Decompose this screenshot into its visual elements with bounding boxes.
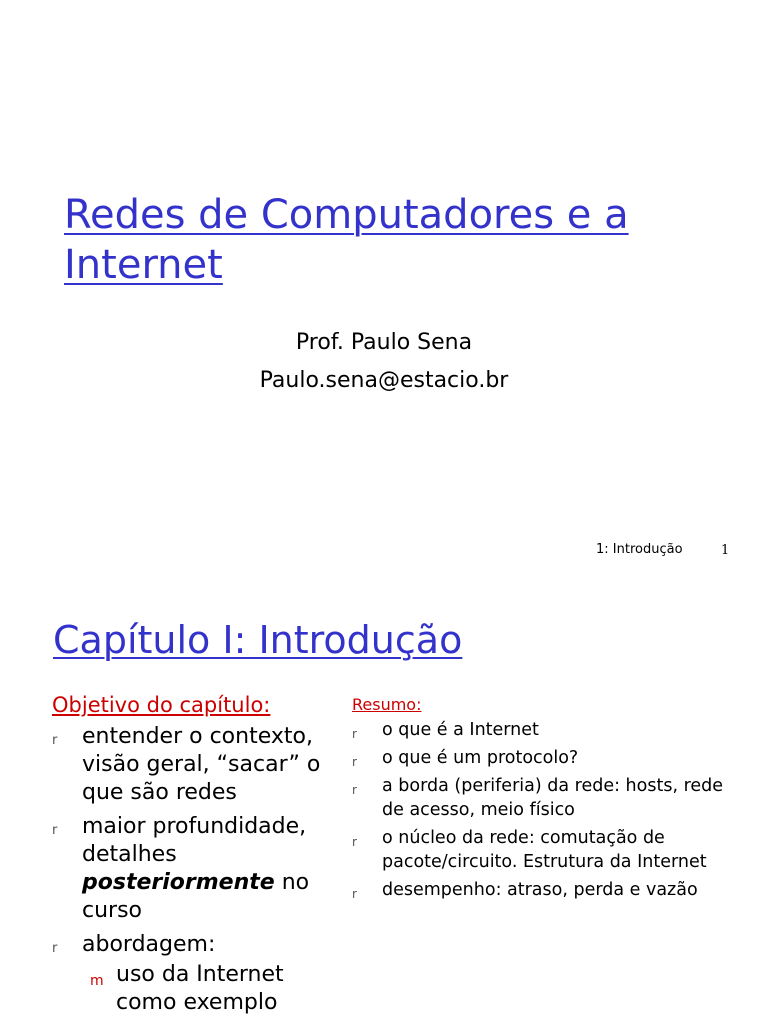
list-item: r o que é um protocolo? <box>352 746 737 770</box>
list-item: r o que é a Internet <box>352 718 737 742</box>
bullet-icon: r <box>352 727 357 741</box>
list-item: r o núcleo da rede: comutação de pacote/circuito. Estrutura da Internet <box>352 828 707 872</box>
bullet-icon: r <box>352 755 357 769</box>
bullet-icon: r <box>52 941 58 956</box>
list-item: r a borda (periferia) da rede: hosts, rede de acesso, meio físico <box>352 776 724 820</box>
footer-label: 1: Introdução <box>596 542 683 557</box>
summary-list <box>352 718 737 902</box>
list-item: r entender o contexto, visão geral, “sacar” o que são redes <box>52 724 321 805</box>
bullet-icon: r <box>52 823 58 838</box>
objectives-heading: Objetivo do capítulo: <box>52 693 271 717</box>
slide-title: Redes de Computadores e a Internet <box>64 192 629 288</box>
bullet-icon: r <box>52 733 58 748</box>
sub-list-item: m uso da Internet como exemplo <box>90 962 284 1015</box>
list-item: r maior profundidade, detalhes posteriormente no curso <box>52 814 310 923</box>
summary-heading: Resumo: <box>352 695 422 714</box>
list-item: r abordagem: m uso da Internet como exemplo <box>52 931 342 1017</box>
bullet-icon: r <box>352 783 357 797</box>
bullet-icon: r <box>352 887 357 901</box>
author-email: Paulo.sena@estacio.br <box>259 368 509 393</box>
bullet-icon: r <box>352 835 357 849</box>
sub-list <box>90 961 342 1017</box>
page-number: 1 <box>721 543 730 558</box>
list-item: r desempenho: atraso, perda e vazão <box>352 878 737 902</box>
sub-bullet-icon: m <box>90 973 104 989</box>
emphasis-text: posteriormente <box>82 870 275 895</box>
summary-column <box>352 695 737 906</box>
chapter-title: Capítulo I: Introdução <box>53 618 463 662</box>
objectives-column <box>52 693 342 1023</box>
author-name: Prof. Paulo Sena <box>295 330 473 355</box>
objectives-list <box>52 723 342 1017</box>
